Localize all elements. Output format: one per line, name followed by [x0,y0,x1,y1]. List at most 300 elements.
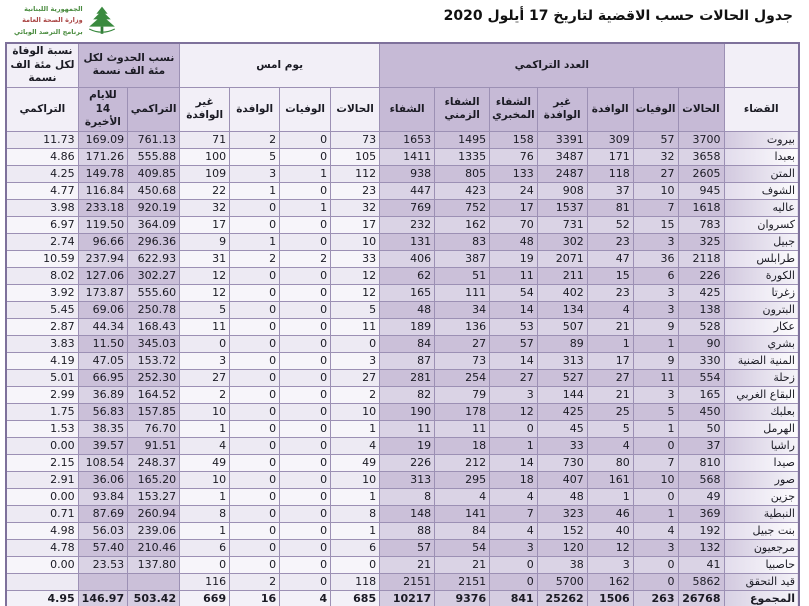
cell-yesterday-deaths: 0 [280,471,331,488]
cell-non-imported: 425 [537,403,587,420]
cell-yesterday-imported: 1 [230,182,280,199]
cell-death-rate-cumulative: 2.87 [6,318,78,335]
cell-death-rate-cumulative: 4.78 [6,539,78,556]
cell-cases: 1618 [678,199,724,216]
cell-yesterday-cases: 33 [331,250,380,267]
cell-yesterday-imported: 0 [230,335,280,352]
cell-yesterday-non-imported: 31 [180,250,230,267]
cell-non-imported: 25262 [537,590,587,606]
cell-imported: 5 [587,420,633,437]
cell-yesterday-cases: 1 [331,420,380,437]
cell-yesterday-deaths: 0 [280,539,331,556]
cell-cases: 945 [678,182,724,199]
cell-yesterday-cases: 23 [331,182,380,199]
cell-imported: 17 [587,352,633,369]
cell-imported: 12 [587,539,633,556]
cases-by-district-table [5,42,800,606]
cell-yesterday-deaths: 0 [280,488,331,505]
cell-yesterday-non-imported: 12 [180,267,230,284]
cell-yesterday-imported: 0 [230,505,280,522]
cell-incidence-last-14-days [78,573,127,590]
cell-cases: 2605 [678,165,724,182]
cell-recovery: 447 [380,182,435,199]
cell-recovery: 1653 [380,131,435,148]
cell-non-imported: 731 [537,216,587,233]
cell-yesterday-imported: 0 [230,199,280,216]
cell-yesterday-deaths: 0 [280,284,331,301]
cell-yesterday-non-imported: 6 [180,539,230,556]
cell-yesterday-non-imported: 1 [180,488,230,505]
cell-lab-recovery: 841 [490,590,538,606]
table-row [6,284,799,301]
cell-death-rate-cumulative: 4.25 [6,165,78,182]
cell-death-rate-cumulative: 4.86 [6,148,78,165]
cell-yesterday-deaths: 1 [280,199,331,216]
cell-non-imported: 402 [537,284,587,301]
cell-imported: 161 [587,471,633,488]
cell-district: مرجعيون [724,539,799,556]
cell-incidence-last-14-days: 93.84 [78,488,127,505]
logo-text [14,4,83,37]
cell-death-rate-cumulative: 2.91 [6,471,78,488]
cell-cases: 2118 [678,250,724,267]
cell-recovery: 57 [380,539,435,556]
cell-recovery: 190 [380,403,435,420]
cell-district: طرابلس [724,250,799,267]
table-row [6,267,799,284]
cell-yesterday-deaths: 0 [280,369,331,386]
logo-line-ministry: وزارة الصحة العامة [22,16,83,25]
cell-yesterday-cases: 112 [331,165,380,182]
cell-time-recovery: 212 [435,454,490,471]
cell-incidence-cumulative: 248.37 [128,454,180,471]
cell-yesterday-deaths: 2 [280,250,331,267]
cell-imported: 162 [587,573,633,590]
cell-yesterday-non-imported: 1 [180,420,230,437]
cell-yesterday-non-imported: 1 [180,522,230,539]
cell-yesterday-deaths: 4 [280,590,331,606]
cell-yesterday-non-imported: 10 [180,471,230,488]
cell-lab-recovery: 27 [490,369,538,386]
cell-district: عاليه [724,199,799,216]
cell-recovery: 1411 [380,148,435,165]
cell-time-recovery: 136 [435,318,490,335]
cell-lab-recovery: 53 [490,318,538,335]
cell-deaths: 0 [633,488,678,505]
cell-death-rate-cumulative: 2.74 [6,233,78,250]
cell-yesterday-imported: 0 [230,454,280,471]
cell-yesterday-imported: 0 [230,301,280,318]
cell-deaths: 57 [633,131,678,148]
cell-yesterday-imported: 0 [230,539,280,556]
col-cases: الحالات [678,87,724,131]
table-row [6,318,799,335]
table-row [6,471,799,488]
cell-incidence-cumulative: 168.43 [128,318,180,335]
cell-incidence-cumulative: 153.27 [128,488,180,505]
cell-incidence-cumulative: 164.52 [128,386,180,403]
cell-district: النبطية [724,505,799,522]
table-row [6,522,799,539]
cell-incidence-cumulative: 210.46 [128,539,180,556]
cell-death-rate-cumulative [6,573,78,590]
cell-recovery: 938 [380,165,435,182]
cell-yesterday-cases: 685 [331,590,380,606]
group-death-rate: نسبة الوفاة لكل مئة الف نسمة [6,43,78,87]
cell-cases: 165 [678,386,724,403]
cell-incidence-cumulative: 555.60 [128,284,180,301]
cell-yesterday-deaths: 0 [280,216,331,233]
cell-death-rate-cumulative: 2.15 [6,454,78,471]
cell-yesterday-imported: 0 [230,386,280,403]
cell-time-recovery: 1495 [435,131,490,148]
cell-imported: 23 [587,284,633,301]
cell-lab-recovery: 18 [490,471,538,488]
cell-incidence-cumulative: 503.42 [128,590,180,606]
cell-yesterday-cases: 0 [331,556,380,573]
cell-yesterday-imported: 0 [230,369,280,386]
cell-yesterday-cases: 10 [331,403,380,420]
cell-deaths: 36 [633,250,678,267]
cell-cases: 568 [678,471,724,488]
cell-incidence-last-14-days: 47.05 [78,352,127,369]
cell-yesterday-imported: 0 [230,403,280,420]
cell-yesterday-cases: 8 [331,505,380,522]
cell-incidence-cumulative: 91.51 [128,437,180,454]
cell-non-imported: 89 [537,335,587,352]
cell-yesterday-imported: 0 [230,488,280,505]
cell-incidence-last-14-days: 149.78 [78,165,127,182]
cell-time-recovery: 805 [435,165,490,182]
cell-deaths: 5 [633,403,678,420]
cell-non-imported: 730 [537,454,587,471]
cell-time-recovery: 21 [435,556,490,573]
cell-deaths: 7 [633,199,678,216]
cell-yesterday-cases: 4 [331,437,380,454]
table-row [6,369,799,386]
cell-deaths: 9 [633,352,678,369]
cell-incidence-last-14-days: 237.94 [78,250,127,267]
cell-incidence-last-14-days: 56.83 [78,403,127,420]
cell-imported: 118 [587,165,633,182]
cell-time-recovery: 4 [435,488,490,505]
cell-lab-recovery: 0 [490,420,538,437]
table-row [6,250,799,267]
cell-incidence-last-14-days: 69.06 [78,301,127,318]
cell-non-imported: 152 [537,522,587,539]
cell-recovery: 131 [380,233,435,250]
cell-yesterday-cases: 10 [331,233,380,250]
cell-cases: 528 [678,318,724,335]
cell-deaths: 3 [633,539,678,556]
cell-lab-recovery: 4 [490,488,538,505]
cell-yesterday-non-imported: 116 [180,573,230,590]
table-row [6,148,799,165]
table-row [6,182,799,199]
cell-yesterday-cases: 73 [331,131,380,148]
cell-yesterday-cases: 11 [331,318,380,335]
cell-recovery: 8 [380,488,435,505]
group-header-row [6,43,799,87]
cell-time-recovery: 254 [435,369,490,386]
group-incidence-rate: نسب الحدوث لكل مئة الف نسمة [78,43,179,87]
table-row [6,386,799,403]
cell-deaths: 1 [633,420,678,437]
cell-yesterday-deaths: 0 [280,233,331,250]
cell-yesterday-imported: 2 [230,250,280,267]
table-row [6,403,799,420]
cell-incidence-last-14-days: 116.84 [78,182,127,199]
cell-cases: 554 [678,369,724,386]
cell-yesterday-cases: 2 [331,386,380,403]
cell-recovery: 21 [380,556,435,573]
cell-district: بنت جبيل [724,522,799,539]
cell-yesterday-deaths: 0 [280,182,331,199]
cell-cases: 41 [678,556,724,573]
cell-yesterday-cases: 10 [331,471,380,488]
cell-non-imported: 120 [537,539,587,556]
cell-death-rate-cumulative: 4.19 [6,352,78,369]
cell-death-rate-cumulative: 0.00 [6,437,78,454]
cell-recovery: 232 [380,216,435,233]
cell-yesterday-imported: 2 [230,573,280,590]
col-time-recovery: الشفاء الزمني [435,87,490,131]
cell-yesterday-non-imported: 11 [180,318,230,335]
cell-imported: 4 [587,437,633,454]
table-row [6,233,799,250]
cell-cases: 369 [678,505,724,522]
cell-lab-recovery: 1 [490,437,538,454]
cell-deaths: 3 [633,233,678,250]
cell-imported: 4 [587,301,633,318]
cell-deaths: 7 [633,454,678,471]
cell-yesterday-cases: 49 [331,454,380,471]
cell-imported: 37 [587,182,633,199]
cell-incidence-cumulative: 76.70 [128,420,180,437]
cell-death-rate-cumulative: 11.73 [6,131,78,148]
cell-yesterday-imported: 1 [230,233,280,250]
table-row [6,165,799,182]
cell-deaths: 15 [633,216,678,233]
cell-death-rate-cumulative: 10.59 [6,250,78,267]
cell-recovery: 62 [380,267,435,284]
cell-non-imported: 2071 [537,250,587,267]
cell-lab-recovery: 12 [490,403,538,420]
cell-yesterday-deaths: 0 [280,148,331,165]
table-row [6,488,799,505]
cell-non-imported: 3487 [537,148,587,165]
col-death-rate-cumulative: التراكمي [6,87,78,131]
cell-yesterday-imported: 0 [230,437,280,454]
cell-deaths: 10 [633,471,678,488]
table-row [6,539,799,556]
cell-yesterday-non-imported: 5 [180,301,230,318]
cell-incidence-last-14-days: 36.06 [78,471,127,488]
cell-lab-recovery: 76 [490,148,538,165]
cell-yesterday-cases: 1 [331,488,380,505]
cell-recovery: 87 [380,352,435,369]
cell-incidence-cumulative: 364.09 [128,216,180,233]
cell-incidence-cumulative: 409.85 [128,165,180,182]
col-yesterday-imported: الوافدة [230,87,280,131]
cell-deaths: 4 [633,522,678,539]
cell-yesterday-non-imported: 27 [180,369,230,386]
cell-yesterday-non-imported: 3 [180,352,230,369]
cell-incidence-last-14-days: 39.57 [78,437,127,454]
cell-imported: 23 [587,233,633,250]
group-yesterday: يوم امس [180,43,380,87]
cell-recovery: 281 [380,369,435,386]
cell-yesterday-imported: 0 [230,216,280,233]
cell-incidence-cumulative: 555.88 [128,148,180,165]
cell-non-imported: 38 [537,556,587,573]
cell-cases: 26768 [678,590,724,606]
col-recovery: الشفاء [380,87,435,131]
cell-yesterday-deaths: 0 [280,301,331,318]
cell-incidence-cumulative: 920.19 [128,199,180,216]
cell-non-imported: 33 [537,437,587,454]
cell-yesterday-non-imported: 22 [180,182,230,199]
col-yesterday-cases: الحالات [331,87,380,131]
cell-yesterday-deaths: 0 [280,573,331,590]
cell-deaths: 1 [633,335,678,352]
cell-recovery: 769 [380,199,435,216]
cell-incidence-last-14-days: 11.50 [78,335,127,352]
table-row [6,301,799,318]
cell-yesterday-imported: 3 [230,165,280,182]
cell-incidence-last-14-days: 169.09 [78,131,127,148]
cell-lab-recovery: 7 [490,505,538,522]
cell-cases: 783 [678,216,724,233]
cell-imported: 52 [587,216,633,233]
col-lab-recovery: الشفاء المخبري [490,87,538,131]
cell-incidence-last-14-days: 171.26 [78,148,127,165]
cell-deaths: 3 [633,301,678,318]
cell-recovery: 189 [380,318,435,335]
cell-district: المجموع [724,590,799,606]
cell-cases: 226 [678,267,724,284]
col-deaths: الوفيات [633,87,678,131]
cell-incidence-last-14-days: 87.69 [78,505,127,522]
cell-non-imported: 507 [537,318,587,335]
table-row [6,505,799,522]
cell-cases: 425 [678,284,724,301]
cell-yesterday-cases: 12 [331,284,380,301]
cell-non-imported: 2487 [537,165,587,182]
cell-district: راشيا [724,437,799,454]
col-yesterday-non-imported: غير الوافدة [180,87,230,131]
table-row [6,216,799,233]
cell-recovery: 165 [380,284,435,301]
cell-yesterday-imported: 0 [230,284,280,301]
cell-non-imported: 313 [537,352,587,369]
cell-death-rate-cumulative: 1.75 [6,403,78,420]
cell-yesterday-cases: 105 [331,148,380,165]
cell-recovery: 48 [380,301,435,318]
cell-lab-recovery: 3 [490,386,538,403]
cell-yesterday-cases: 3 [331,352,380,369]
cell-death-rate-cumulative: 3.83 [6,335,78,352]
cell-yesterday-deaths: 0 [280,386,331,403]
cell-incidence-last-14-days: 127.06 [78,267,127,284]
cell-yesterday-imported: 5 [230,148,280,165]
cell-imported: 27 [587,369,633,386]
cell-incidence-last-14-days: 119.50 [78,216,127,233]
cell-death-rate-cumulative: 4.77 [6,182,78,199]
col-imported: الوافدة [587,87,633,131]
cell-yesterday-non-imported: 10 [180,403,230,420]
cell-cases: 3658 [678,148,724,165]
cell-incidence-cumulative: 239.06 [128,522,180,539]
cell-district: كسروان [724,216,799,233]
cell-imported: 25 [587,403,633,420]
cell-non-imported: 45 [537,420,587,437]
cell-yesterday-cases: 118 [331,573,380,590]
cell-yesterday-non-imported: 32 [180,199,230,216]
cell-yesterday-imported: 0 [230,318,280,335]
cell-time-recovery: 34 [435,301,490,318]
cell-lab-recovery: 133 [490,165,538,182]
cell-recovery: 11 [380,420,435,437]
cell-time-recovery: 752 [435,199,490,216]
cell-deaths: 263 [633,590,678,606]
cell-incidence-last-14-days: 146.97 [78,590,127,606]
cell-time-recovery: 423 [435,182,490,199]
cell-non-imported: 302 [537,233,587,250]
cell-recovery: 82 [380,386,435,403]
cell-yesterday-deaths: 0 [280,267,331,284]
cell-incidence-cumulative: 252.30 [128,369,180,386]
cell-deaths: 10 [633,182,678,199]
cell-time-recovery: 11 [435,420,490,437]
cell-time-recovery: 387 [435,250,490,267]
cell-recovery: 19 [380,437,435,454]
cell-yesterday-imported: 2 [230,131,280,148]
cell-cases: 138 [678,301,724,318]
cell-time-recovery: 162 [435,216,490,233]
cell-yesterday-deaths: 0 [280,505,331,522]
cell-yesterday-non-imported: 17 [180,216,230,233]
cell-death-rate-cumulative: 8.02 [6,267,78,284]
cell-cases: 50 [678,420,724,437]
cell-lab-recovery: 4 [490,522,538,539]
cell-cases: 37 [678,437,724,454]
cell-non-imported: 211 [537,267,587,284]
cell-yesterday-deaths: 0 [280,454,331,471]
cell-lab-recovery: 14 [490,352,538,369]
cell-deaths: 1 [633,505,678,522]
cell-imported: 46 [587,505,633,522]
cell-deaths: 3 [633,386,678,403]
cell-yesterday-non-imported: 71 [180,131,230,148]
cell-incidence-cumulative: 260.94 [128,505,180,522]
cell-death-rate-cumulative: 3.98 [6,199,78,216]
table-row [6,556,799,573]
cell-yesterday-non-imported: 100 [180,148,230,165]
cell-imported: 80 [587,454,633,471]
table-row [6,352,799,369]
cell-recovery: 406 [380,250,435,267]
cell-district: بعلبك [724,403,799,420]
cell-district: البقاع الغربي [724,386,799,403]
cell-non-imported: 48 [537,488,587,505]
cell-yesterday-deaths: 0 [280,335,331,352]
cell-yesterday-deaths: 1 [280,165,331,182]
cell-lab-recovery: 17 [490,199,538,216]
cell-cases: 5862 [678,573,724,590]
cell-yesterday-non-imported: 9 [180,233,230,250]
cell-incidence-cumulative: 622.93 [128,250,180,267]
